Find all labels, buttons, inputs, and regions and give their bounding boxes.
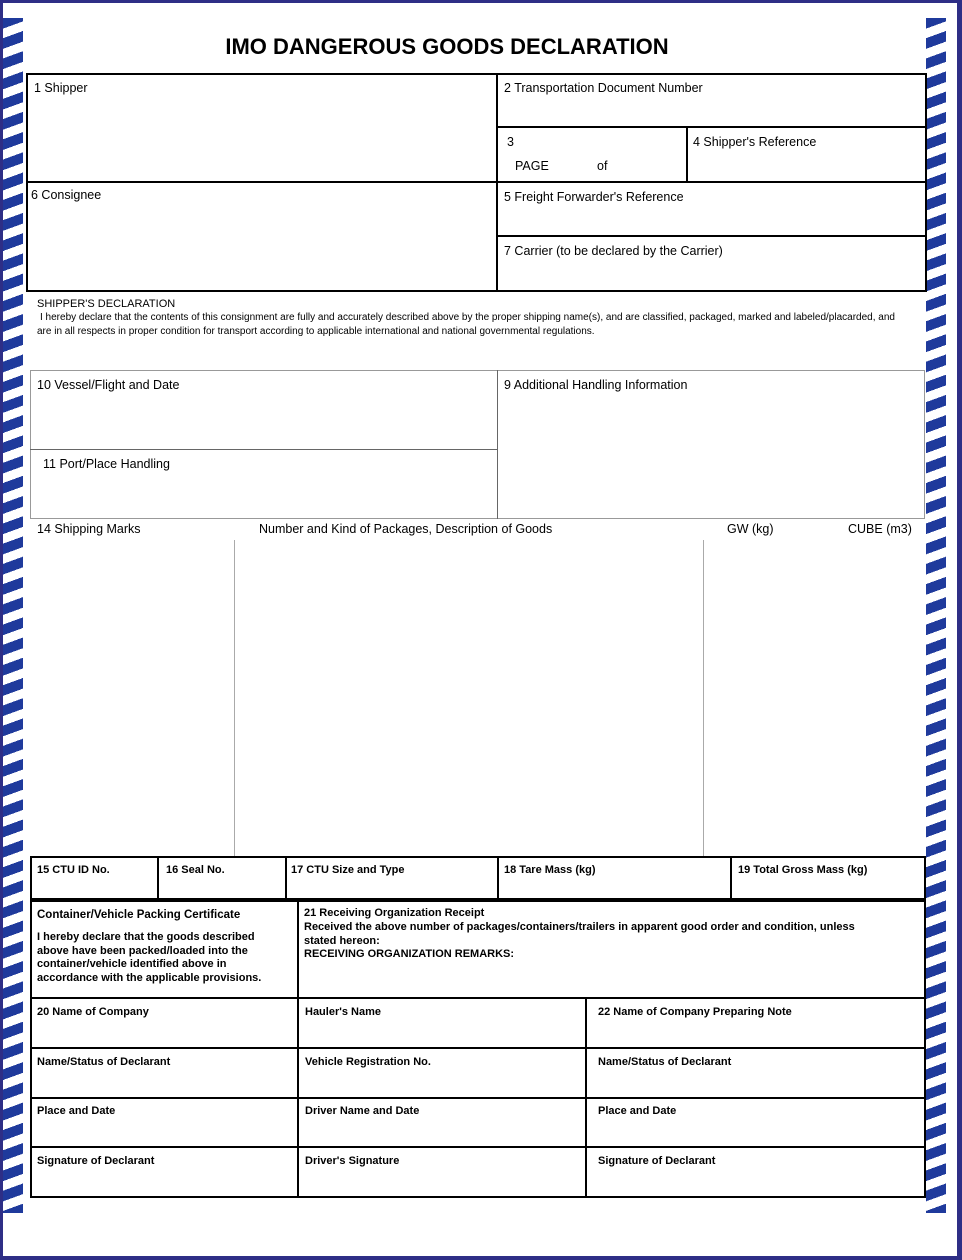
shipper-reference-label: 4 Shipper's Reference — [693, 135, 817, 149]
packing-certificate-text: I hereby declare that the goods described above have been packed/loaded into the container/vehicle identified above in accordance with the applicable provisions. — [37, 931, 262, 984]
preparer-declarant-status-label: Name/Status of Declarant — [598, 1056, 732, 1068]
port-place-handling-label: 11 Port/Place Handling — [43, 457, 170, 471]
driver-name-date-label: Driver Name and Date — [305, 1105, 420, 1117]
vehicle-registration-label: Vehicle Registration No. — [305, 1056, 431, 1068]
consignee-field-label: 6 Consignee — [31, 188, 102, 202]
preparer-signature-label: Signature of Declarant — [598, 1155, 716, 1167]
hazard-stripe-left — [3, 18, 23, 1213]
ctu-id-label: 15 CTU ID No. — [37, 864, 110, 876]
hauler-name-label: Hauler's Name — [305, 1006, 381, 1018]
place-date-label: Place and Date — [37, 1105, 116, 1117]
shipping-marks-label: 14 Shipping Marks — [37, 522, 141, 536]
page-number-label: 3 — [507, 135, 514, 149]
total-gross-mass-label: 19 Total Gross Mass (kg) — [738, 864, 868, 876]
driver-signature-label: Driver's Signature — [305, 1155, 400, 1167]
declaration-text: I hereby declare that the contents of this consignment are fully and accurately described above by the proper shipping name(s), and are classified, packaged, marked and labeled/placarded, and are in all respects in proper condition for transport according to applicable international and national governmental regulations. — [37, 312, 895, 337]
declarant-signature-label: Signature of Declarant — [37, 1155, 155, 1167]
goods-description-label: Number and Kind of Packages, Description of Goods — [259, 522, 553, 536]
company-name-label: 20 Name of Company — [37, 1006, 149, 1018]
tare-mass-label: 18 Tare Mass (kg) — [504, 864, 596, 876]
additional-handling-label: 9 Additional Handling Information — [504, 378, 688, 392]
declaration-heading: SHIPPER'S DECLARATION — [37, 298, 176, 310]
receipt-text: Received the above number of packages/containers/trailers in apparent good order and condition, unless stated hereon: — [304, 921, 855, 947]
carrier-field-label: 7 Carrier (to be declared by the Carrier) — [504, 244, 723, 258]
ctu-size-type-label: 17 CTU Size and Type — [291, 864, 405, 876]
receipt-heading: 21 Receiving Organization Receipt — [304, 907, 485, 919]
seal-number-label: 16 Seal No. — [166, 864, 225, 876]
packing-certificate-heading: Container/Vehicle Packing Certificate — [37, 909, 241, 921]
transport-doc-number-label: 2 Transportation Document Number — [504, 81, 703, 95]
of-word: of — [597, 159, 608, 173]
ctu-row — [30, 856, 926, 900]
form-title: IMO DANGEROUS GOODS DECLARATION — [225, 34, 669, 59]
page-word: PAGE — [515, 159, 549, 173]
declarant-status-label: Name/Status of Declarant — [37, 1056, 171, 1068]
receipt-remarks-label: RECEIVING ORGANIZATION REMARKS: — [304, 948, 515, 960]
vessel-flight-date-label: 10 Vessel/Flight and Date — [37, 378, 180, 392]
cube-label: CUBE (m3) — [848, 522, 912, 536]
shipper-field-label: 1 Shipper — [34, 81, 88, 95]
transport-section — [30, 370, 925, 519]
gross-weight-label: GW (kg) — [727, 522, 774, 536]
freight-forwarder-reference-label: 5 Freight Forwarder's Reference — [504, 190, 684, 204]
hazard-stripe-right — [926, 18, 946, 1213]
preparing-company-label: 22 Name of Company Preparing Note — [598, 1006, 792, 1018]
preparer-place-date-label: Place and Date — [598, 1105, 677, 1117]
